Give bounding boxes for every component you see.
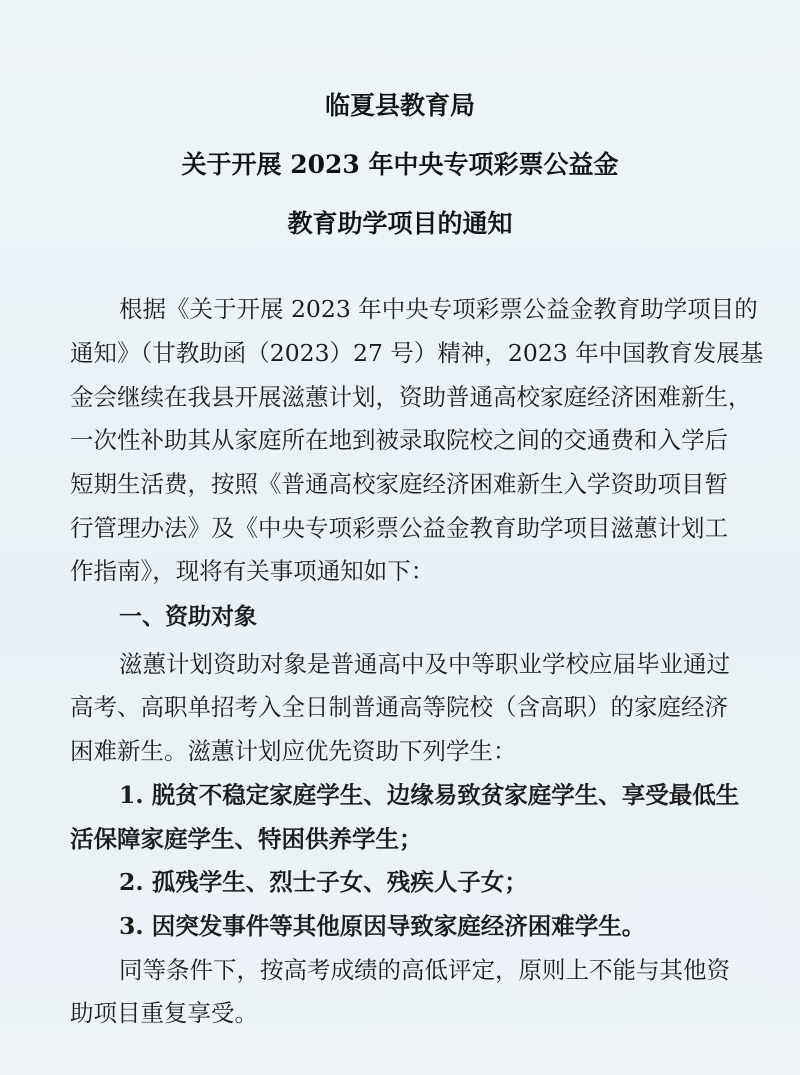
issuing-organization: 临夏县教育局 [324,91,475,120]
closing-line: 同等条件下，按高考成绩的高低评定，原则上不能与其他资 [119,956,730,984]
section-paragraph-line: 滋蕙计划资助对象是普通高中及中等职业学校应届毕业通过 [119,650,730,678]
section-paragraph-line: 困难新生。滋蕙计划应优先资助下列学生： [70,737,517,765]
intro-line: 根据《关于开展 2023 年中央专项彩票公益金教育助学项目的 [119,295,758,323]
priority-item: 活保障家庭学生、特困供养学生； [70,825,423,853]
intro-line: 行管理办法》及《中央专项彩票公益金教育助学项目滋蕙计划工 [70,514,728,542]
document-header [0,92,800,238]
intro-line: 通知》（甘教助函（2023）27 号）精神，2023 年中国教育发展基 [70,339,764,367]
section-heading-funding-targets: 一、资助对象 [119,604,257,630]
closing-line: 助项目重复享受。 [70,999,258,1027]
intro-line: 短期生活费，按照《普通高校家庭经济困难新生入学资助项目暂 [70,470,728,498]
section-paragraph-line: 高考、高职单招考入全日制普通高等院校（含高职）的家庭经济 [70,693,728,721]
intro-line: 作指南》，现将有关事项通知如下： [70,557,435,585]
priority-item: 3. 因突发事件等其他原因导致家庭经济困难学生。 [119,912,646,940]
title-line-2: 教育助学项目的通知 [287,209,513,238]
title-line-1: 关于开展 2023 年中央专项彩票公益金 [181,150,619,179]
intro-line: 一次性补助其从家庭所在地到被录取院校之间的交通费和入学后 [70,426,728,454]
intro-line: 金会继续在我县开展滋蕙计划，资助普通高校家庭经济困难新生， [70,383,752,411]
priority-item: 1. 脱贫不稳定家庭学生、边缘易致贫家庭学生、享受最低生 [119,781,740,809]
priority-item: 2. 孤残学生、烈士子女、残疾人子女； [119,868,528,896]
